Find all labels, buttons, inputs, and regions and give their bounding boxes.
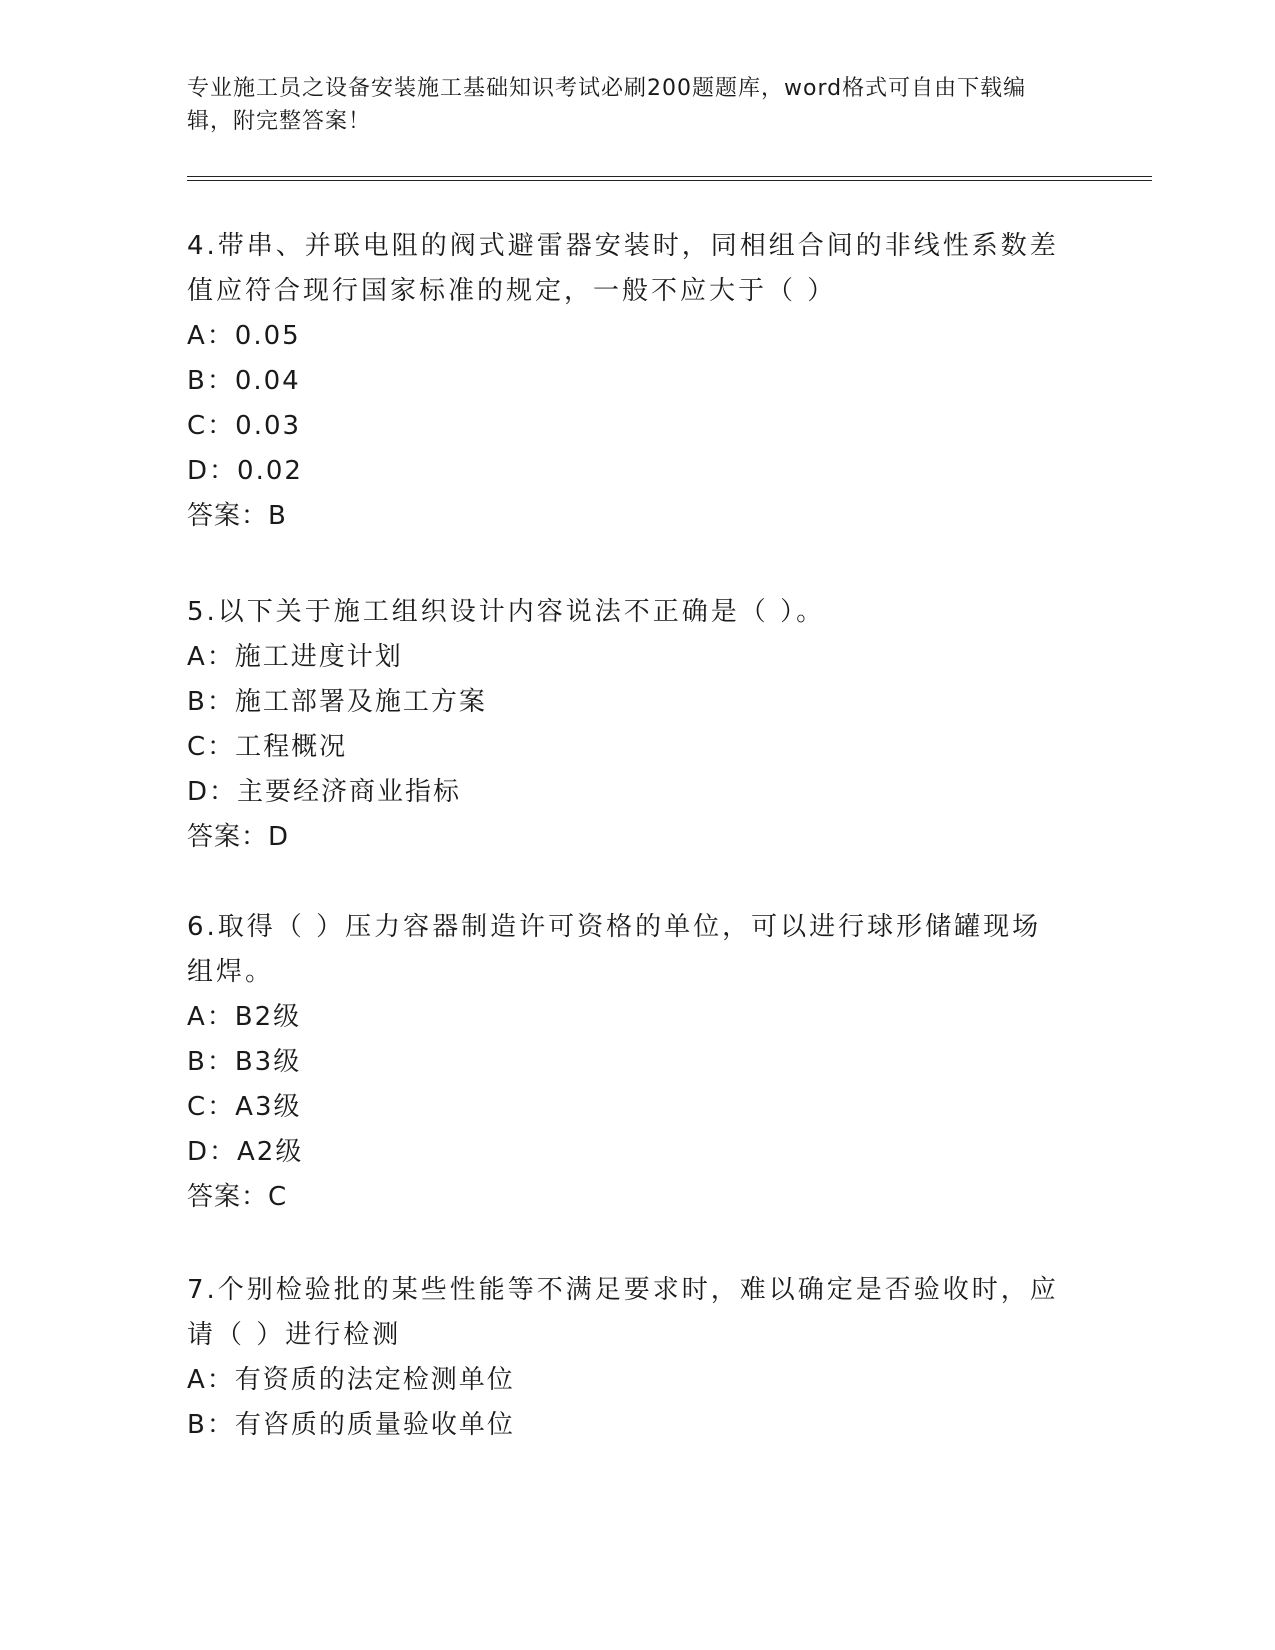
option-b: B：有咨质的质量验收单位 xyxy=(187,1410,515,1440)
option-b: B：0.04 xyxy=(187,366,301,396)
question-stem: 5.以下关于施工组织设计内容说法不正确是（ ）。 xyxy=(187,597,826,627)
question-stem: 6.取得（ ）压力容器制造许可资格的单位，可以进行球形储罐现场组焊。 xyxy=(187,912,1042,987)
question-7 xyxy=(187,1268,1067,1448)
option-d: D：0.02 xyxy=(187,456,303,486)
option-a: A：有资质的法定检测单位 xyxy=(187,1365,515,1395)
answer-label: 答案：D xyxy=(187,822,290,852)
option-d: D：A2级 xyxy=(187,1137,304,1167)
question-stem: 7.个别检验批的某些性能等不满足要求时，难以确定是否验收时，应请（ ）进行检测 xyxy=(187,1275,1059,1350)
option-a: A：0.05 xyxy=(187,321,301,351)
option-b: B：施工部署及施工方案 xyxy=(187,687,487,717)
option-d: D：主要经济商业指标 xyxy=(187,777,462,807)
option-a: A：B2级 xyxy=(187,1002,302,1032)
option-c: C：A3级 xyxy=(187,1092,302,1122)
answer-label: 答案：C xyxy=(187,1182,288,1212)
question-4 xyxy=(187,224,1067,539)
option-c: C：工程概况 xyxy=(187,732,348,762)
option-a: A：施工进度计划 xyxy=(187,642,403,672)
answer-label: 答案：B xyxy=(187,501,287,531)
question-6 xyxy=(187,905,1067,1220)
option-c: C：0.03 xyxy=(187,411,302,441)
question-5 xyxy=(187,590,1067,860)
option-b: B：B3级 xyxy=(187,1047,302,1077)
question-stem: 4.带串、并联电阻的阀式避雷器安装时，同相组合间的非线性系数差值应符合现行国家标准的规定，一般不应大于（ ） xyxy=(187,231,1059,306)
header-divider xyxy=(187,176,1152,181)
document-header: 专业施工员之设备安装施工基础知识考试必刷200题题库，word格式可自由下载编辑，附完整答案！ xyxy=(187,76,1027,134)
